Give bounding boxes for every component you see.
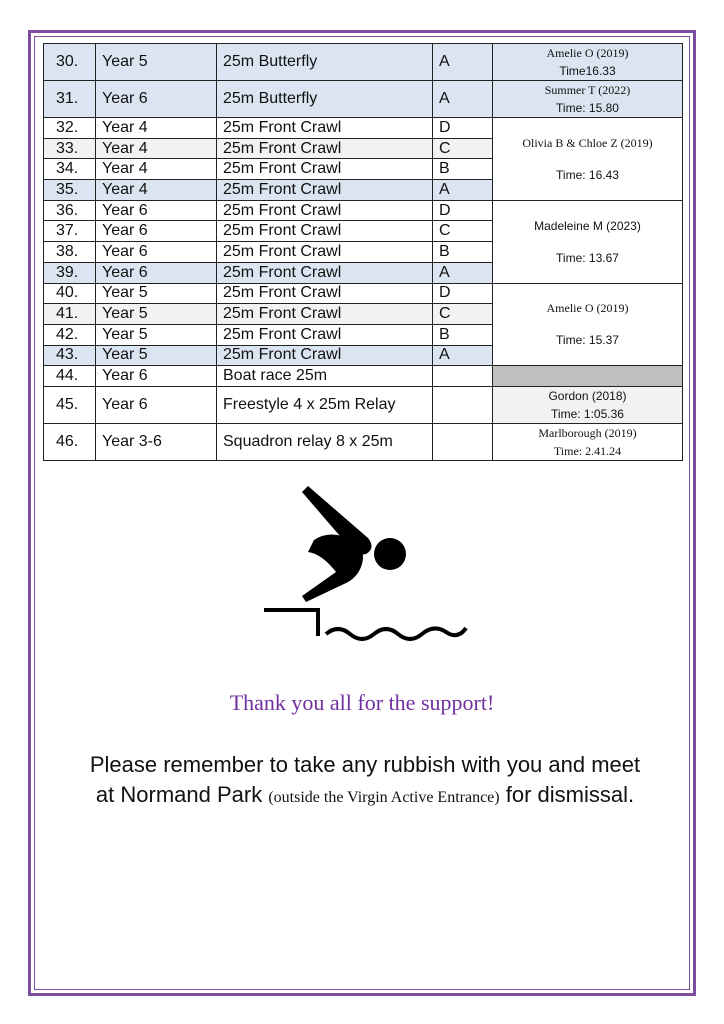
event-group (433, 423, 493, 460)
event-name: Squadron relay 8 x 25m (217, 423, 433, 460)
event-group: B (433, 242, 493, 263)
record-cell (493, 200, 683, 283)
event-year: Year 5 (96, 304, 217, 325)
event-name: 25m Front Crawl (217, 324, 433, 345)
event-group (433, 366, 493, 387)
table-row (44, 283, 683, 304)
event-number: 34. (44, 159, 96, 180)
event-number: 39. (44, 262, 96, 283)
event-number: 46. (44, 423, 96, 460)
record-cell (493, 44, 683, 81)
event-year: Year 6 (96, 81, 217, 118)
event-group: A (433, 81, 493, 118)
event-group: D (433, 200, 493, 221)
event-year: Year 5 (96, 345, 217, 366)
record-time: Time: 15.80 (556, 101, 619, 115)
event-number: 37. (44, 221, 96, 242)
record-time: Time: 1:05.36 (551, 406, 624, 421)
record-holder: Marlborough (2019) (538, 425, 637, 440)
event-name: 25m Front Crawl (217, 221, 433, 242)
event-group: D (433, 118, 493, 139)
event-year: Year 4 (96, 180, 217, 201)
event-number: 45. (44, 386, 96, 423)
table-row (44, 81, 683, 118)
event-number: 33. (44, 138, 96, 159)
event-year: Year 6 (96, 386, 217, 423)
record-time: Time: 15.37 (556, 333, 619, 348)
event-name: 25m Front Crawl (217, 159, 433, 180)
dismissal-notice (80, 750, 650, 813)
record-time: Time: 2.41.24 (553, 443, 622, 458)
event-number: 41. (44, 304, 96, 325)
dismissal-location-note: (outside the Virgin Active Entrance) (268, 789, 500, 806)
event-name: 25m Front Crawl (217, 345, 433, 366)
event-group: A (433, 345, 493, 366)
record-cell (493, 283, 683, 366)
event-year: Year 5 (96, 44, 217, 81)
event-number: 35. (44, 180, 96, 201)
table-row (44, 44, 683, 81)
event-group: C (433, 221, 493, 242)
event-name: 25m Front Crawl (217, 118, 433, 139)
record-holder: Olivia B & Chloe Z (2019) (522, 135, 653, 150)
event-group: A (433, 180, 493, 201)
event-year: Year 6 (96, 366, 217, 387)
record-holder: Gordon (2018) (548, 388, 627, 403)
event-year: Year 5 (96, 324, 217, 345)
record-time: Time: 13.67 (556, 250, 619, 265)
record-cell (493, 386, 683, 423)
event-group: C (433, 304, 493, 325)
record-time: Time16.33 (559, 64, 616, 78)
event-number: 44. (44, 366, 96, 387)
event-number: 40. (44, 283, 96, 304)
events-table (43, 43, 683, 461)
table-row (44, 423, 683, 460)
dismissal-text-end: for dismissal. (505, 782, 635, 807)
event-name: 25m Front Crawl (217, 200, 433, 221)
event-year: Year 4 (96, 138, 217, 159)
event-year: Year 6 (96, 242, 217, 263)
record-cell (493, 118, 683, 201)
event-year: Year 6 (96, 221, 217, 242)
event-name: 25m Butterfly (217, 44, 433, 81)
event-group: D (433, 283, 493, 304)
record-holder: Amelie O (2019) (546, 46, 629, 60)
event-group: B (433, 324, 493, 345)
table-row (44, 200, 683, 221)
event-year: Year 5 (96, 283, 217, 304)
event-number: 38. (44, 242, 96, 263)
event-group: C (433, 138, 493, 159)
swimmer-diving-icon (262, 484, 470, 652)
event-name: 25m Front Crawl (217, 283, 433, 304)
event-year: Year 4 (96, 159, 217, 180)
event-name: Freestyle 4 x 25m Relay (217, 386, 433, 423)
thanks-message: Thank you all for the support! (229, 690, 495, 715)
event-group: A (433, 262, 493, 283)
table-row (44, 386, 683, 423)
dismissal-text-main: Please remember to take any rubbish with you and meet at Normand Park (89, 752, 641, 807)
record-cell-empty (493, 366, 683, 387)
table-row (44, 366, 683, 387)
event-group: B (433, 159, 493, 180)
event-number: 43. (44, 345, 96, 366)
event-name: 25m Butterfly (217, 81, 433, 118)
record-holder: Madeleine M (2023) (534, 218, 641, 233)
event-name: 25m Front Crawl (217, 242, 433, 263)
event-number: 42. (44, 324, 96, 345)
event-year: Year 6 (96, 262, 217, 283)
event-name: Boat race 25m (217, 366, 433, 387)
record-cell (493, 81, 683, 118)
event-number: 32. (44, 118, 96, 139)
event-year: Year 3-6 (96, 423, 217, 460)
event-group: A (433, 44, 493, 81)
table-row (44, 118, 683, 139)
event-name: 25m Front Crawl (217, 262, 433, 283)
event-year: Year 6 (96, 200, 217, 221)
event-year: Year 4 (96, 118, 217, 139)
event-name: 25m Front Crawl (217, 304, 433, 325)
event-number: 36. (44, 200, 96, 221)
record-cell (493, 423, 683, 460)
record-holder: Summer T (2022) (544, 83, 631, 97)
event-name: 25m Front Crawl (217, 180, 433, 201)
record-time: Time: 16.43 (556, 167, 619, 182)
record-holder: Amelie O (2019) (546, 301, 629, 316)
event-number: 31. (44, 81, 96, 118)
event-group (433, 386, 493, 423)
event-name: 25m Front Crawl (217, 138, 433, 159)
event-number: 30. (44, 44, 96, 81)
